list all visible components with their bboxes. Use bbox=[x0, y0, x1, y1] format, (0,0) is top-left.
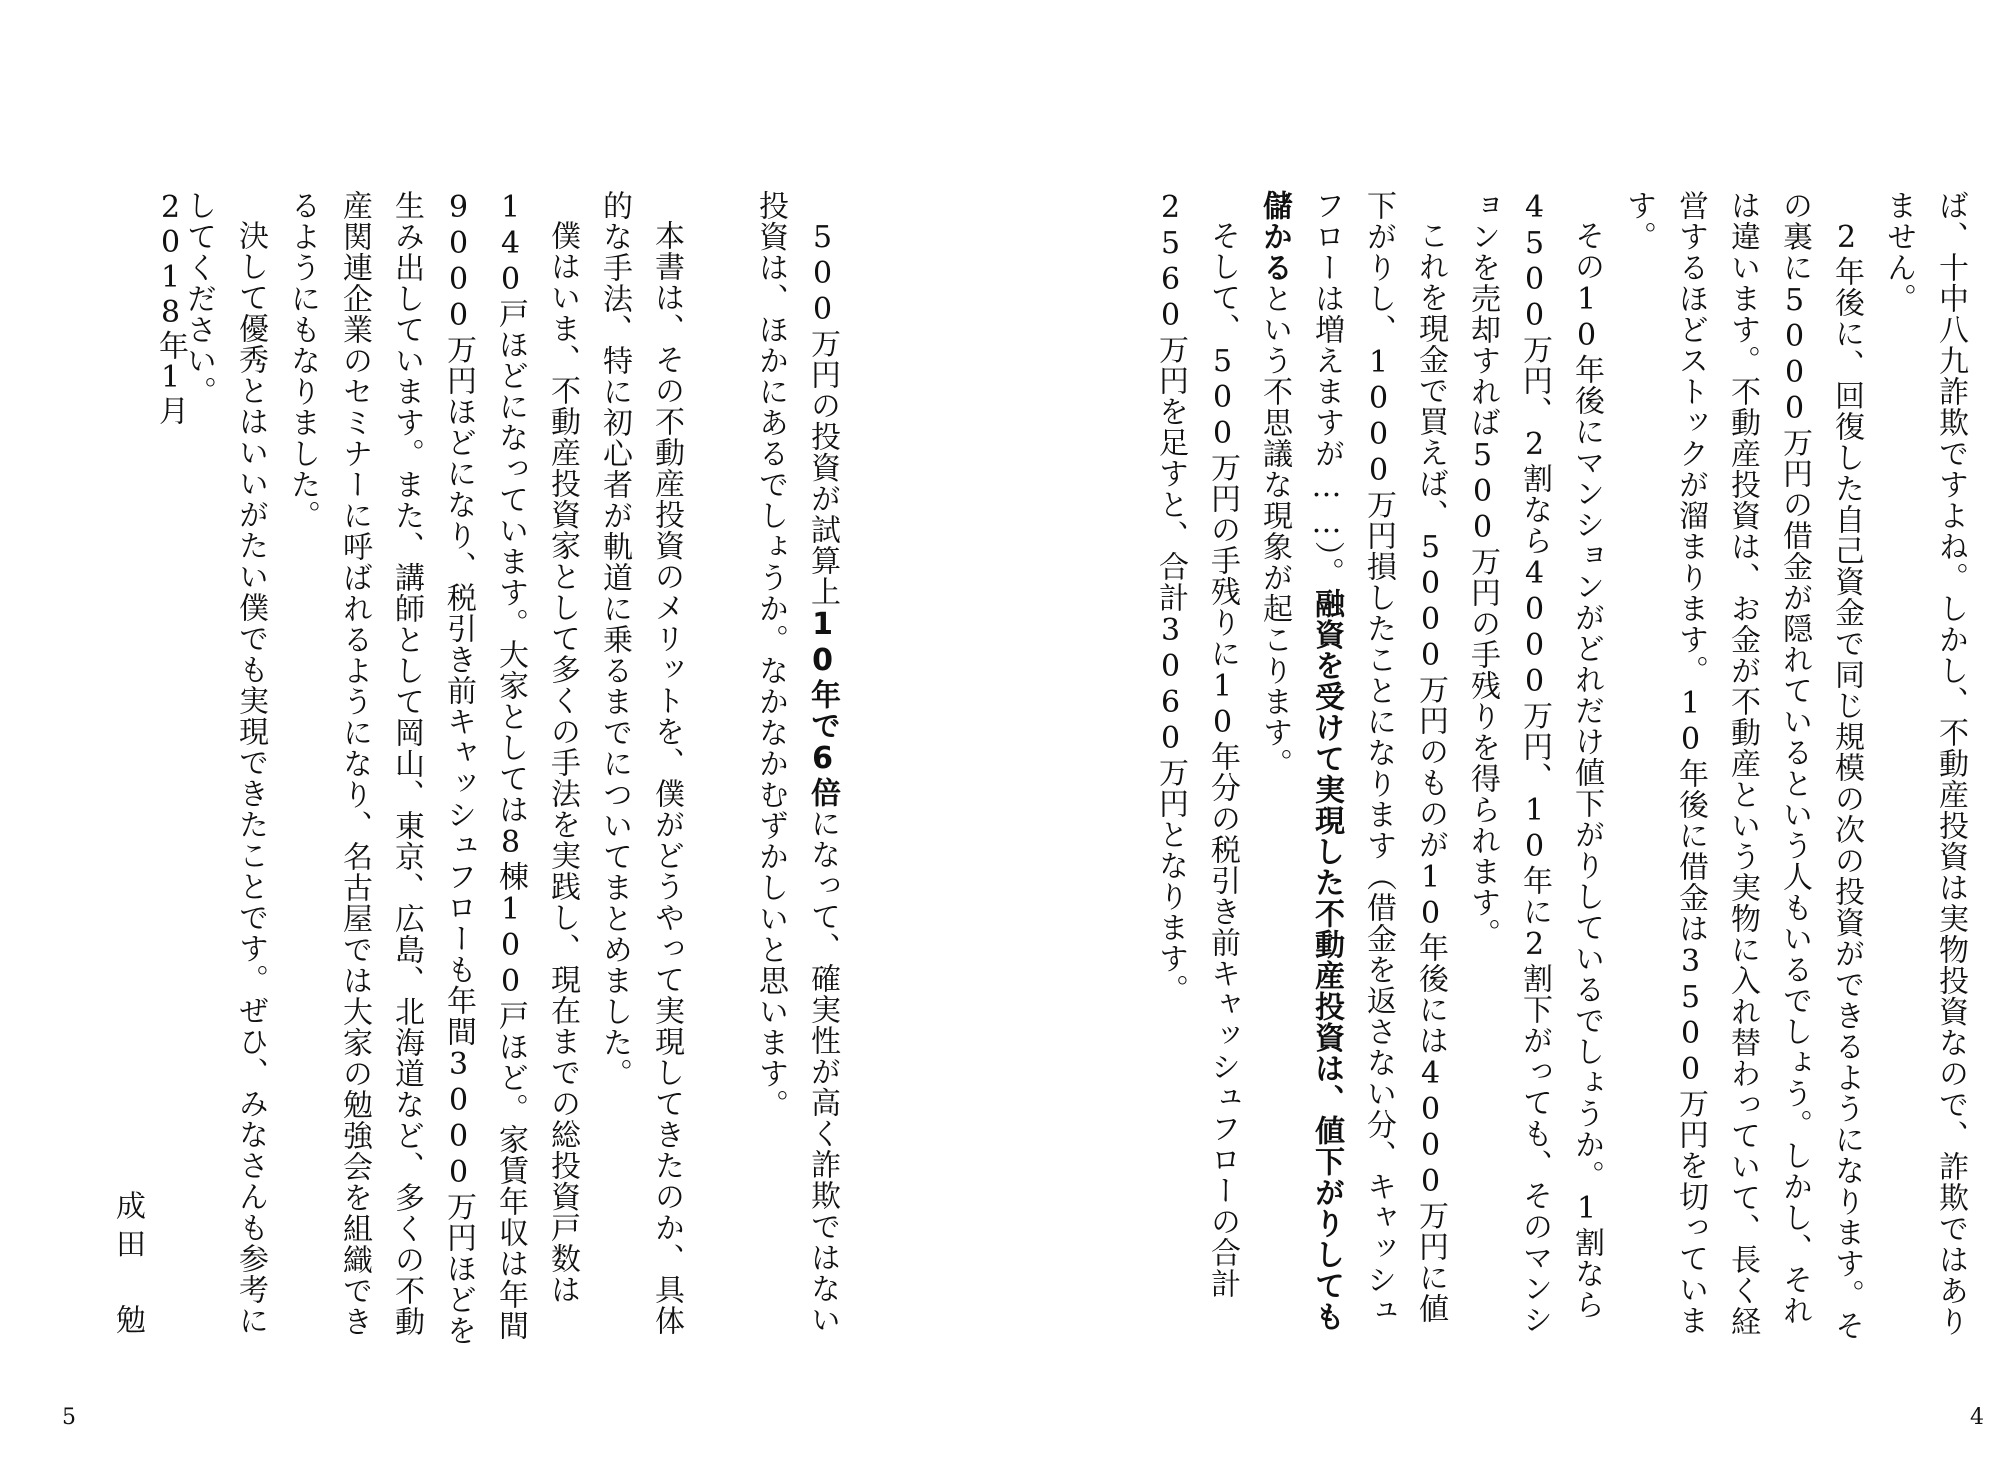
paragraph-text: 500万円の投資が試算上 bbox=[805, 220, 840, 607]
paragraph bbox=[1144, 190, 1248, 1350]
emphasized-text: 融資を受けて実現した不動産投資は、値下がりしても儲かる bbox=[1257, 190, 1344, 1332]
page-number-right: 4 bbox=[1970, 1405, 1984, 1430]
paragraph-text: 2年後に、回復した自己資金で同じ規模の次の投資ができるようになります。その裏に5000万円の借金が隠れているという人もいるでしょう。しかし、それは違います。不動産投資は、お金が不動産という実物に入れ替わっていて、長く経営するほどストックが溜まります。10年後に借金は3500万円を切っています。 bbox=[1621, 190, 1864, 1341]
paragraph-text: そして、500万円の手残りに10年分の税引き前キャッシュフローの合計2560万円を足すと、合計3060万円となります。 bbox=[1153, 190, 1240, 1299]
paragraph-text: ば、十中八九詐欺ですよね。しかし、不動産投資は実物投資なので、詐欺ではありません。 bbox=[1881, 190, 1968, 1337]
paragraph-text: これを現金で買えば、5000万円のものが10年後には4000万円に値下がりし、1000万円損したことになります（借金を返さない分、キャッシュフローは増えますが……）。 bbox=[1309, 190, 1448, 1326]
paragraph bbox=[1248, 190, 1456, 1350]
page-number-left: 5 bbox=[62, 1405, 76, 1430]
paragraph-text: 僕はいま、不動産投資家として多くの手法を実践し、現在までの総投資戸数は140戸ほどになっています。大家としては8棟100戸ほど。家賃年収は年間9000万円ほどになり、税引き前キャッシュフローも年間3000万円ほどを生み出しています。また、講師として岡山、東京、広島、北海道など、多くの不動産関連企業のセミナーに呼ばれるようになり、名古屋では大家の勉強会を組織できるようにもなりました。 bbox=[285, 190, 580, 1346]
author-signature: 成田 勉 bbox=[110, 1190, 145, 1342]
paragraph-text: 本書は、その不動産投資のメリットを、僕がどうやって実現してきたのか、具体的な手法、特に初心者が軌道に乗るまでについてまとめました。 bbox=[597, 190, 684, 1336]
paragraph-text: になって、確実性が高く詐欺ではない投資は、ほかにあるでしょうか。なかなかむずかしいと思います。 bbox=[753, 190, 840, 1335]
paragraph bbox=[692, 190, 744, 1350]
paragraph-text: その10年後にマンションがどれだけ値下がりしているでしょうか。1割なら4500万円、2割なら4000万円、10年に2割下がっても、そのマンションを売却すれば500万円の手残りを得られます。 bbox=[1465, 190, 1604, 1335]
paragraph bbox=[1456, 190, 1612, 1350]
paragraph bbox=[276, 190, 588, 1350]
right-page-body bbox=[1153, 190, 1976, 1350]
left-page-body bbox=[181, 190, 848, 1350]
paragraph bbox=[744, 190, 848, 1350]
date: 2018年1月 bbox=[153, 190, 188, 425]
paragraph-text: という不思議な現象が起こります。 bbox=[1257, 283, 1292, 779]
paragraph bbox=[1872, 190, 1976, 1350]
paragraph-text: 決して優秀とはいいがたい僕でも実現できたことです。ぜひ、みなさんも参考にしてください。 bbox=[181, 190, 268, 1336]
paragraph bbox=[1612, 190, 1872, 1350]
emphasized-text: 10年で6倍 bbox=[805, 607, 840, 808]
paragraph-text bbox=[701, 190, 736, 221]
paragraph bbox=[588, 190, 692, 1350]
right-page bbox=[1008, 0, 2016, 1481]
